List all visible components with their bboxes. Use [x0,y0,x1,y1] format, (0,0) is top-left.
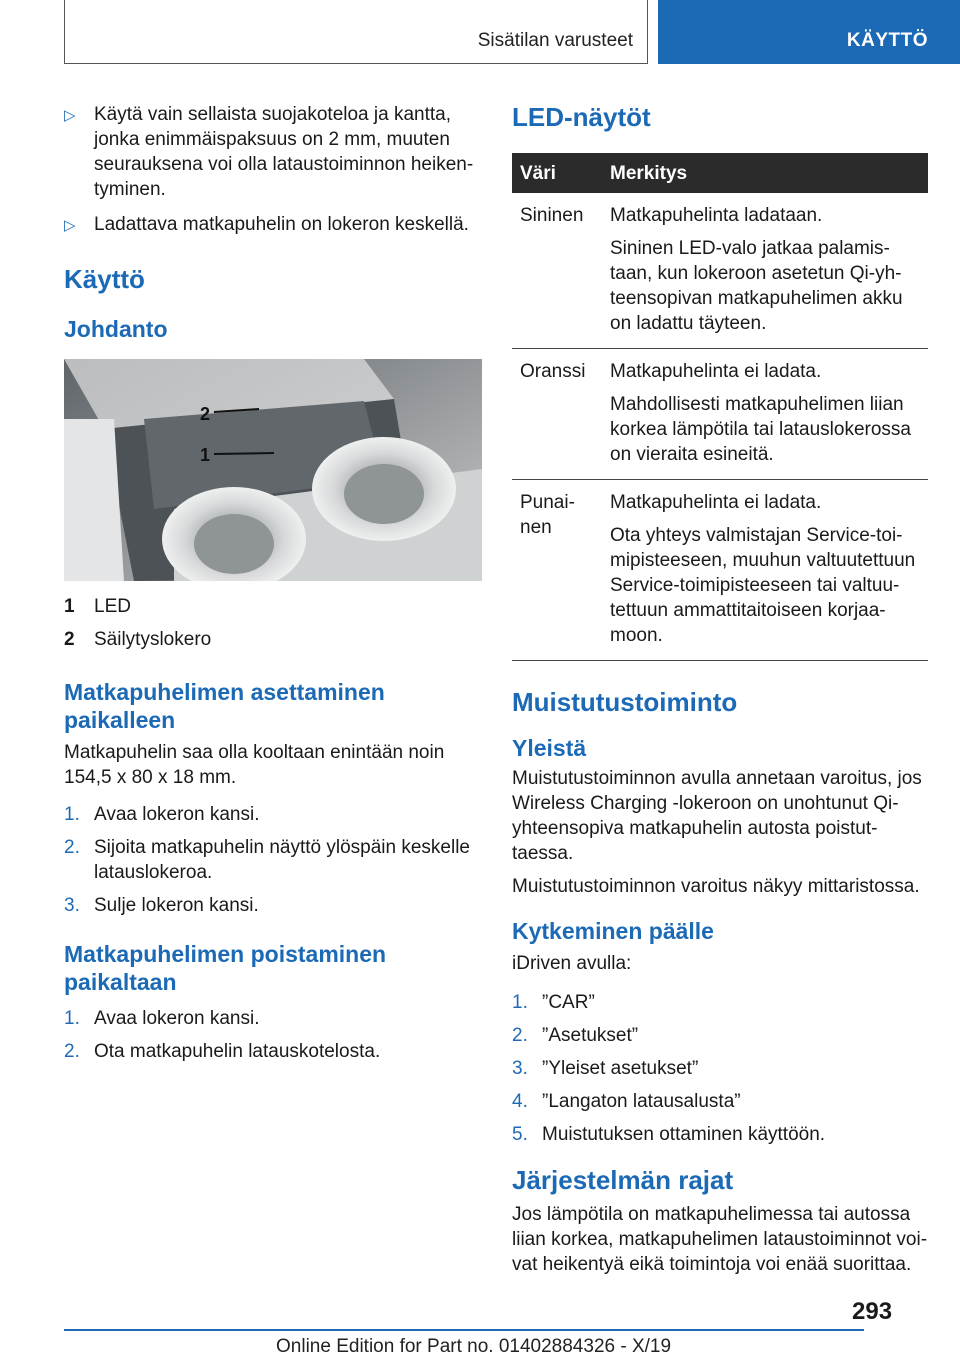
step-text: ”Langaton latausalusta” [542,1091,741,1112]
header-chapter-tab [658,0,960,64]
list-item [512,1122,928,1147]
rajat-text: Jos lämpötila on matkapuhelimessa tai autossa liian korkea, matkapuhelimen lataustoiminnot voi-vat heikentyä eikä toimintoja voi enää suorittaa. [512,1204,928,1275]
list-item [64,1006,482,1031]
table-row [512,349,928,480]
step-text: Ota matkapuhelin latauskotelosta. [94,1041,381,1062]
legend-text: Säilytyslokero [94,629,212,650]
step-text: Sulje lokeron kansi. [94,895,259,916]
table-header-meaning: Merkitys [602,153,928,193]
list-item [512,1023,928,1048]
asettaminen-steps [64,802,482,918]
table-header-color: Väri [512,153,602,193]
cell-line: Ota yhteys valmistajan Service-toi-mipisteeseen, muuhun valtuutettuun Service-toimipisteeseen tai valtuu-tettuun ammattitaitoiseen korjaa-moon. [610,525,916,646]
heading-led-naytot: LED-näytöt [512,102,651,132]
yleista-paragraph-1: Muistutustoiminnon avulla annetaan varoitus, jos Wireless Charging -lokeroon on unohtunut Qi-yhteensopiva matkapuhelin autosta poistut-taessa. [512,768,922,864]
page-number: 293 [852,1298,893,1325]
table-row [512,193,928,349]
step-number: 4. [512,1091,528,1112]
figure-legend [64,594,482,652]
heading-asettaminen: Matkapuhelimen asettaminen paikalleen [64,679,385,733]
list-item [64,802,482,827]
callout-2: 2 [200,404,211,424]
triangle-bullet-icon: ▷ [64,107,76,124]
header-section-tab [64,0,648,64]
list-item [512,1089,928,1114]
yleista-paragraph-2: Muistutustoiminnon varoitus näkyy mittaristossa. [512,876,920,897]
header-chapter-title: KÄYTTÖ [846,30,928,51]
footer-edition: Online Edition for Part no. 01402884326 - X/19 [276,1336,672,1357]
left-column [64,102,482,1072]
step-number: 1. [64,1008,80,1029]
cell-meaning [602,349,928,480]
step-number: 1. [512,992,528,1013]
cell-meaning [602,480,928,661]
cell-color: Punai-nen [512,480,602,661]
table-header-row [512,153,928,193]
cell-color: Oranssi [512,349,602,480]
led-table [512,153,928,661]
step-text: ”Yleiset asetukset” [542,1058,699,1079]
heading-poistaminen: Matkapuhelimen poistaminen paikaltaan [64,941,387,995]
step-number: 1. [64,804,80,825]
list-item [512,990,928,1015]
step-text: Sijoita matkapuhelin näyttö ylöspäin keskelle latauslokeroa. [94,837,470,883]
step-number: 3. [512,1058,528,1079]
bullet-item [64,212,482,238]
bullet-text: Ladattava matkapuhelin on lokeron keskellä. [94,214,469,235]
cell-line: Mahdollisesti matkapuhelimen liian korkea lämpötila tai latauslokerossa on vieraita esineitä. [610,394,911,465]
list-item [64,1039,482,1064]
bullet-item [64,102,482,202]
bullet-text: Käytä vain sellaista suojakoteloa ja kantta, jonka enimmäispaksuus on 2 mm, muuten seurauksena voi olla lataustoiminnon heiken-tyminen. [94,104,474,200]
tray-illustration [64,359,482,581]
step-text: ”Asetukset” [542,1025,639,1046]
step-number: 2. [64,1041,80,1062]
poistaminen-steps [64,1006,482,1064]
step-number: 2. [512,1025,528,1046]
table-row [512,480,928,661]
heading-johdanto: Johdanto [64,316,168,342]
step-text: Muistutuksen ottaminen käyttöön. [542,1124,826,1145]
step-text: Avaa lokeron kansi. [94,804,260,825]
right-column [512,102,928,1285]
legend-item [64,627,482,652]
heading-yleista: Yleistä [512,735,587,761]
list-item [512,1056,928,1081]
step-number: 3. [64,895,80,916]
cell-line: Matkapuhelinta ei ladata. [610,492,822,513]
heading-jarjestelman-rajat: Järjestelmän rajat [512,1165,734,1195]
footer-divider [64,1329,864,1331]
list-item [64,893,482,918]
legend-text: LED [94,596,131,617]
list-item [64,835,482,885]
heading-muistutustoiminto: Muistutustoiminto [512,687,738,717]
cell-color: Sininen [512,193,602,349]
header-section-title: Sisätilan varusteet [477,30,633,51]
heading-kaytto: Käyttö [64,264,145,294]
step-text: Avaa lokeron kansi. [94,1008,260,1029]
step-text: ”CAR” [542,992,595,1013]
triangle-bullet-icon: ▷ [64,217,76,234]
step-number: 2. [64,837,80,858]
step-number: 5. [512,1124,528,1145]
cell-line: Matkapuhelinta ladataan. [610,205,823,226]
cell-meaning [602,193,928,349]
heading-kytkeminen: Kytkeminen päälle [512,918,714,944]
kytkeminen-text: iDriven avulla: [512,953,632,974]
kytkeminen-steps [512,990,928,1147]
wireless-charging-tray-image [64,359,482,581]
legend-number: 1 [64,596,75,617]
cell-line: Matkapuhelinta ei ladata. [610,361,822,382]
cell-line: Sininen LED-valo jatkaa palamis-taan, kun lokeroon asetetun Qi-yh-teensopivan matkapuhelimen akku on ladattu täyteen. [610,238,903,334]
callout-1: 1 [200,445,211,465]
legend-item [64,594,482,619]
legend-number: 2 [64,629,75,650]
asettaminen-text: Matkapuhelin saa olla kooltaan enintään noin 154,5 x 80 x 18 mm. [64,742,445,788]
